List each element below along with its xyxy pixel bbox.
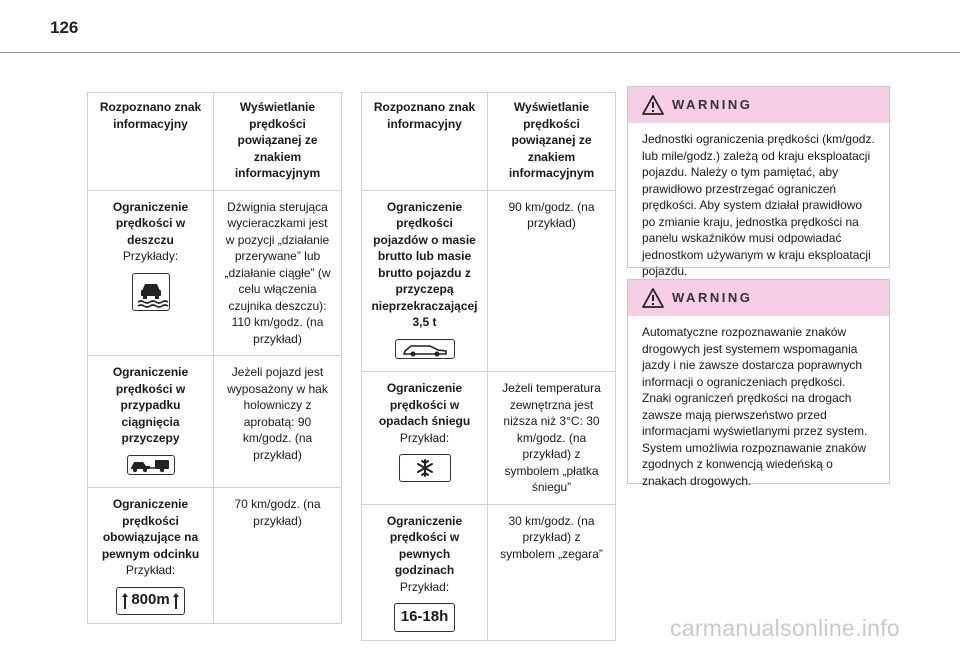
watermark: carmanualsonline.info xyxy=(669,615,900,641)
header-sign: Rozpoznano znak informacyjny xyxy=(88,93,214,191)
display-cell: 70 km/godz. (na przykład) xyxy=(214,488,342,624)
warning-triangle-icon xyxy=(642,288,664,308)
time-range-text: 16-18h xyxy=(400,608,449,625)
warning-body xyxy=(628,316,889,499)
table-header-row xyxy=(362,93,616,191)
header-rule xyxy=(0,52,960,53)
header-display: Wyświetlanie prędkości powiązanej ze znakiem informacyjnym xyxy=(214,93,342,191)
display-cell: Jeżeli temperatura zewnętrzna jest niższa niż 3°C: 30 km/godz. (na przykład) z symbolem „płatka śniegu” xyxy=(488,372,616,505)
warning-title: WARNING xyxy=(672,290,753,305)
header-sign: Rozpoznano znak informacyjny xyxy=(362,93,488,191)
table-row xyxy=(88,190,342,356)
display-cell: 90 km/godz. (na przykład) xyxy=(488,190,616,372)
sign-cell xyxy=(362,190,488,372)
sign-title: Ograniczenie prędkości w deszczu xyxy=(112,199,189,247)
table-row xyxy=(362,504,616,640)
display-cell: Dźwignia sterująca wycieraczkami jest w pozycji „działanie przerywane” lub „działanie ciągłe” (w celu włączenia czujnika deszczu): 110 km/godz. (na przykład) xyxy=(214,190,342,356)
sign-cell xyxy=(362,504,488,640)
sign-cell xyxy=(88,356,214,488)
sign-cell xyxy=(88,488,214,624)
warning-box-units xyxy=(627,86,890,278)
warning-text: Automatyczne rozpoznawanie znaków drogowych jest systemem wspomagania jazdy i nie zawsze dostarcza poprawnych informacji o ograniczeniach prędkości. Znaki ograniczeń prędkości na drogach zawsze mają pierwszeństwo przed informacjami wyświetlanymi przez system. System umożliwia rozpoznawanie znaków zgodnych z konwencją wiedeńską o znakach drogowych. xyxy=(642,325,868,488)
left-sign-table xyxy=(87,92,342,624)
sign-title: Ograniczenie prędkości pojazdów o masie brutto lub masie brutto pojazdu z przyczepą nieprzekraczającej 3,5 t xyxy=(371,199,478,329)
table-row xyxy=(88,356,342,488)
snowflake-icon xyxy=(399,454,451,482)
sign-sub: Przykłady: xyxy=(122,249,179,263)
table-row xyxy=(362,190,616,372)
sign-sub: Przykład: xyxy=(125,563,176,577)
warning-text: Jednostki ograniczenia prędkości (km/godz. lub mile/godz.) zależą od kraju eksploatacji pojazdu. Należy o tym pamiętać, aby prawidłowo przestrzegać ograniczeń prędkości. Aby system działał prawidłowo po zmianie kraju, jednostka prędkości na panelu wskaźników musi odpowiadać jednostkom używanym w kraju eksploatacji pojazdu. xyxy=(642,132,875,278)
warning-title: WARNING xyxy=(672,97,753,112)
distance-text: 800m xyxy=(131,591,170,609)
warning-triangle-icon xyxy=(642,95,664,115)
middle-sign-table xyxy=(361,92,616,641)
car-on-wet-road-icon xyxy=(132,273,170,311)
distance-800m-icon xyxy=(116,587,184,615)
sign-title: Ograniczenie prędkości w opadach śniegu xyxy=(378,381,471,428)
warning-header xyxy=(628,87,889,123)
sign-title: Ograniczenie prędkości w pewnych godzinach xyxy=(386,513,463,577)
sign-title: Ograniczenie prędkości w przypadku ciągnięcia przyczepy xyxy=(112,365,189,445)
warning-body xyxy=(628,123,889,290)
warning-box-recognition xyxy=(627,279,890,488)
sign-cell xyxy=(88,190,214,356)
table-row xyxy=(88,488,342,624)
sign-sub: Przykład: xyxy=(399,579,450,594)
time-range-icon xyxy=(394,603,456,632)
sign-cell xyxy=(362,372,488,505)
car-side-icon xyxy=(395,339,455,359)
display-cell: 30 km/godz. (na przykład) z symbolem „zegara” xyxy=(488,504,616,640)
header-display: Wyświetlanie prędkości powiązanej ze znakiem informacyjnym xyxy=(488,93,616,191)
car-towing-trailer-icon xyxy=(127,455,175,475)
warning-header xyxy=(628,280,889,316)
sign-sub: Przykład: xyxy=(399,430,450,445)
display-cell: Jeżeli pojazd jest wyposażony w hak holowniczy z aprobatą: 90 km/godz. (na przykład) xyxy=(214,356,342,488)
sign-title: Ograniczenie prędkości obowiązujące na pewnym odcinku xyxy=(101,497,200,561)
page-number: 126 xyxy=(50,18,79,37)
table-row xyxy=(362,372,616,505)
table-header-row xyxy=(88,93,342,191)
